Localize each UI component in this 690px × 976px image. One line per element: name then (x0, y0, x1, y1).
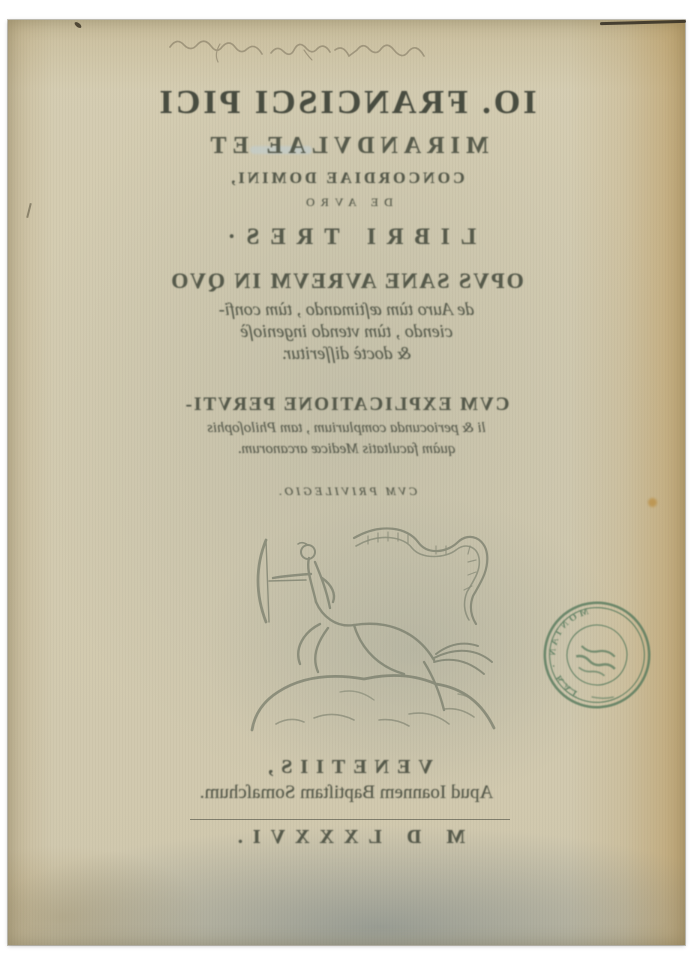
imprint-place: VENETIIS, (260, 756, 433, 778)
handwritten-inscription (150, 26, 430, 70)
subtitle-line-3: & doctè diſſeritur. (281, 343, 412, 363)
subtitle-line-1: de Auro tùm æſtimando , tùm confi- (218, 299, 475, 319)
imprint-date: M D LXXXVI. (227, 826, 466, 848)
explication-line-2: li & periocunda complurium , tam Philoſophis (207, 420, 486, 436)
explication-line-1: CVM EXPLICATIONE PERVTI- (183, 394, 510, 415)
title-line-concordiae: CONCORDIAE DOMINI, (228, 170, 465, 187)
title-line-libri-tres: LIBRI TRES· (216, 224, 477, 249)
subtitle-line-2: ciendo , tùm vtendo ingenioſè (240, 321, 453, 341)
title-line-mirandvlae: MIRANDVLAE ET (204, 133, 489, 159)
imprint-publisher: Apud Ioannem Baptiſtam Somaſchum. (199, 782, 494, 803)
title-line-main: IO. FRANCISCI PICI (156, 84, 537, 121)
svg-text:MONTAN · KAT (539, 599, 608, 702)
scanned-page (8, 20, 685, 945)
centaur-printers-device (244, 512, 504, 747)
stamp-arc-text: MONTAN · KAT (547, 606, 591, 701)
imprint-rule (191, 819, 511, 820)
subtitle-line-opus: OPVS SANE AVREVM IN QVO (169, 268, 524, 293)
privilege-line: CVM PRIVILEGIO. (275, 484, 418, 498)
title-line-de-avro: DE AVRO (300, 195, 393, 209)
library-stamp (539, 597, 655, 713)
explication-line-3: quàm facultatis Medicæ arcanorum. (237, 441, 456, 457)
showthrough-layer (8, 20, 685, 945)
